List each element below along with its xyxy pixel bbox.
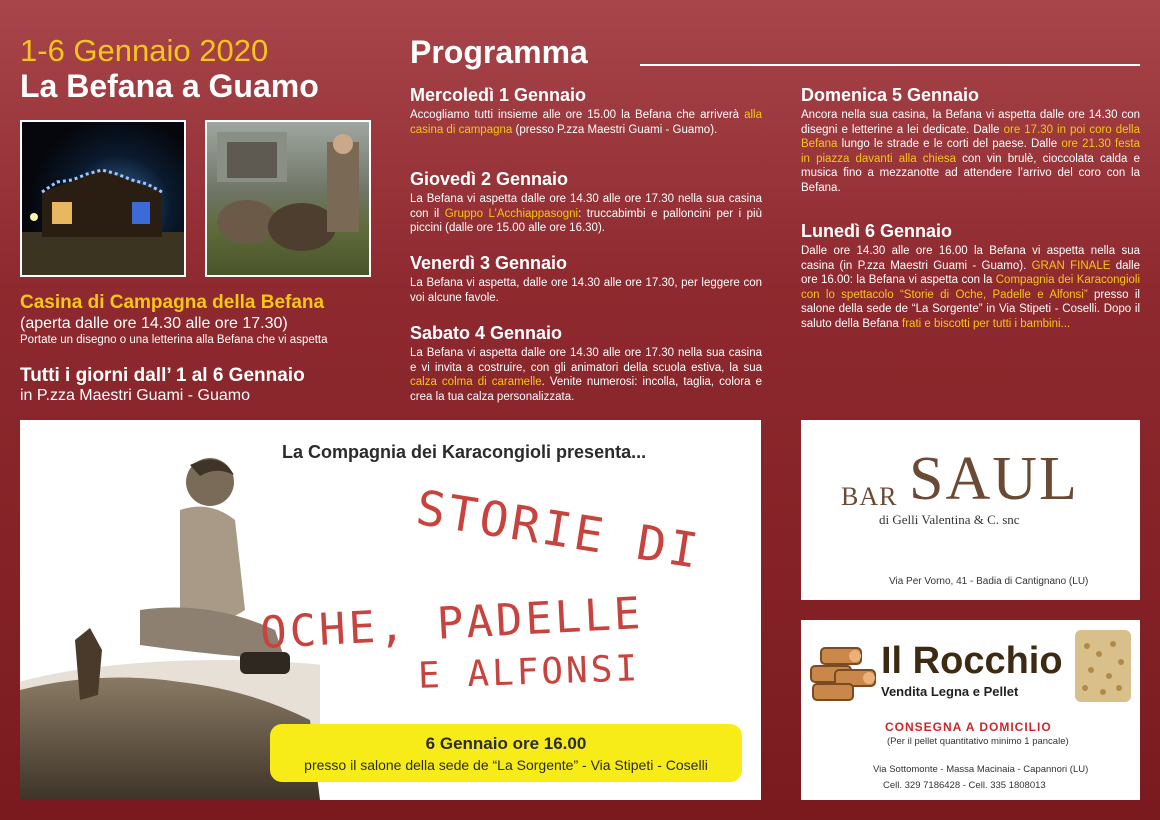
show-title-line2: OCHE, PADELLE xyxy=(258,588,645,659)
programma-divider xyxy=(640,64,1140,66)
rocchio-phones: Cell. 329 7186428 - Cell. 335 1808013 xyxy=(883,780,1046,791)
rocchio-subtitle: Vendita Legna e Pellet xyxy=(881,684,1019,699)
show-title-line1: STORIE DI xyxy=(412,479,705,581)
show-date: 6 Gennaio ore 16.00 xyxy=(425,734,587,753)
casina-title: Casina di Campagna della Befana xyxy=(20,292,325,313)
il-rocchio-ad xyxy=(801,620,1140,800)
saul-name: SAUL xyxy=(909,445,1079,513)
day-5-title: Domenica 5 Gennaio xyxy=(801,85,980,105)
show-place: presso il salone della sede de “La Sorgente” - Via Stipeti - Coselli xyxy=(304,757,708,773)
casina-note: Portate un disegno o una letterina alla Befana che vi aspetta xyxy=(20,334,328,346)
show-title-line3: E ALFONSI xyxy=(417,648,641,697)
casina-hours: (aperta dalle ore 14.30 alle ore 17.30) xyxy=(20,315,288,332)
everyday-place: in P.zza Maestri Guami - Guamo xyxy=(20,387,251,404)
day-2-title: Giovedì 2 Gennaio xyxy=(410,169,569,189)
rocchio-note: (Per il pellet quantitativo minimo 1 pancale) xyxy=(887,736,1069,747)
show-banner xyxy=(20,420,761,800)
day-3-text: La Befana vi aspetta, dalle ore 14.30 alle ore 17.30, per leggere con voi alcune favole. xyxy=(410,277,762,304)
day-6-text: Dalle ore 14.30 alle ore 16.00 la Befana vi aspetta nella sua casina (in P.zza Maestri Guami - Guamo). GRAN FINALE dalle ore 16.00: la Befana vi aspetta con la Compagnia dei Karacongioli con lo spettacolo “Storie di Oche, Padelle e Alfonsi” presso il salone della sede de “La Sorgente” in Via Stipeti - Coselli. Dopo il saluto della Befana frati e biscotti per tutti i bambini... xyxy=(801,245,1141,330)
saul-bar-word: BAR xyxy=(841,482,898,511)
day-2-text: La Befana vi aspetta dalle ore 14.30 alle ore 17.30 nella sua casina con il Gruppo L’Acchiappasogni: truccabimbi e palloncini per i più piccini (dalle ore 15.00 alle ore 16.30). xyxy=(410,193,763,234)
day-4-text: La Befana vi aspetta dalle ore 14.30 alle ore 17.30 nella sua casina e vi invita a costruire, con gli animatori della scuola estiva, la sua calza colma di caramelle. Venite numerosi: incolla, taglia, colora e crea la tua calza personalizzata. xyxy=(410,347,762,403)
presents-line: La Compagnia dei Karacongioli presenta... xyxy=(282,442,647,462)
rocchio-delivery: CONSEGNA A DOMICILIO xyxy=(885,720,1052,734)
everyday-title: Tutti i giorni dall’ 1 al 6 Gennaio xyxy=(20,365,305,386)
saul-address: Via Per Vorno, 41 - Badia di Cantignano (LU) xyxy=(889,576,1089,587)
show-details-box xyxy=(270,724,742,782)
bar-saul-ad xyxy=(801,420,1140,600)
firewood-icon xyxy=(807,626,887,706)
day-6-title: Lunedì 6 Gennaio xyxy=(801,221,953,241)
rocchio-name: Il Rocchio xyxy=(881,640,1063,682)
befana-donkeys-photo xyxy=(205,120,371,277)
programma-title: Programma xyxy=(410,34,588,70)
saul-company: di Gelli Valentina & C. snc xyxy=(879,512,1020,527)
day-4-title: Sabato 4 Gennaio xyxy=(410,323,563,343)
day-3-title: Venerdì 3 Gennaio xyxy=(410,253,568,273)
day-1-title: Mercoledì 1 Gennaio xyxy=(410,85,587,105)
day-1-text: Accogliamo tutti insieme alle ore 15.00 la Befana che arriverà alla casina di campagna (presso P.zza Maestri Guami - Guamo). xyxy=(410,109,762,136)
event-title: La Befana a Guamo xyxy=(20,68,319,104)
pellet-bag-icon xyxy=(1069,626,1137,706)
day-5-text: Ancora nella sua casina, la Befana vi aspetta dalle ore 14.30 con disegni e letterine a lei dedicate. Dalle ore 17.30 in poi coro della Befana lungo le strade e le corti del paese. Dalle ore 21.30 festa in piazza davanti alla chiesa con vin brulè, cioccolata calda e musica fino a mezzanotte ad attendere l’arrivo del coro con la Befana. xyxy=(801,109,1140,194)
event-dates: 1-6 Gennaio 2020 xyxy=(20,33,269,68)
rocchio-address: Via Sottomonte - Massa Macinaia - Capannori (LU) xyxy=(873,764,1089,775)
casina-night-photo xyxy=(20,120,186,277)
